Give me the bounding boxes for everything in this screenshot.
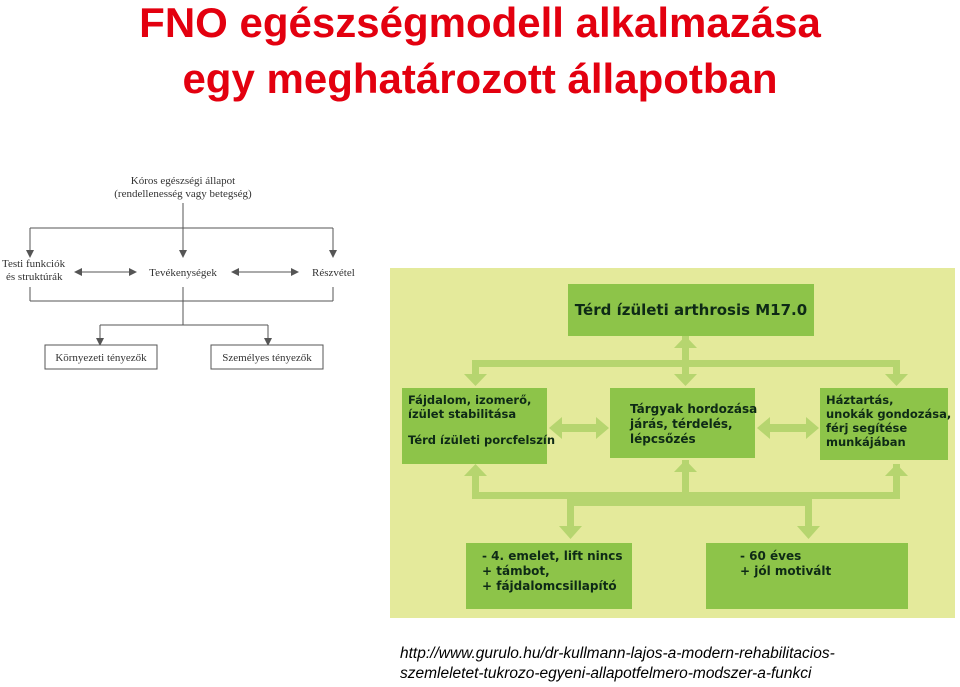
- title-line-1: FNO egészségmodell alkalmazása: [139, 0, 821, 46]
- case-personal-line-1: - 60 éves: [740, 549, 802, 563]
- case-arrowhead-up-participation: [885, 464, 908, 476]
- case-arrowhead-header-up: [674, 336, 697, 348]
- source-url[interactable]: [400, 644, 960, 684]
- title-line-2: egy meghatározott állapotban: [182, 55, 778, 102]
- case-environmental-line-1: - 4. emelet, lift nincs: [482, 549, 623, 563]
- scheme-body-label-2: és struktúrák: [6, 271, 63, 283]
- scheme-top-label-2: (rendellenesség vagy betegség): [114, 188, 252, 200]
- case-factors-bar: [567, 499, 812, 506]
- scheme-environmental-label: Környezeti tényezők: [55, 352, 147, 364]
- case-environmental-box: [466, 543, 632, 609]
- source-url-line-1[interactable]: http://www.gurulo.hu/dr-kullmann-lajos-a-modern-rehabilitacios-: [400, 645, 835, 662]
- scheme-top-label-1: Kóros egészségi állapot: [130, 175, 236, 187]
- case-arrow-left-shaft: [562, 424, 596, 432]
- case-arrowhead-up-body: [464, 464, 487, 476]
- case-stem-left-top: [472, 360, 479, 374]
- case-stem-to-personal: [805, 506, 812, 528]
- case-arrowhead-to-participation: [885, 374, 908, 386]
- case-stem-to-env: [567, 506, 574, 528]
- case-activity-line-1: Tárgyak hordozása: [630, 402, 758, 416]
- case-arrowhead-to-activity: [674, 374, 697, 386]
- case-body-box: [402, 388, 556, 464]
- case-participation-line-1: Háztartás,: [826, 393, 894, 407]
- case-personal-box: [706, 543, 908, 609]
- case-diagram-panel: [390, 268, 955, 618]
- case-body-line-1: Fájdalom, izomerő,: [408, 393, 532, 407]
- case-header-box: Térd ízületi arthrosis M17.0: [568, 284, 814, 336]
- case-stem-right-top: [893, 360, 900, 374]
- case-arrowhead-to-body: [464, 374, 487, 386]
- scheme-body-label-1: Testi funkciók: [2, 258, 66, 270]
- case-stem-mid-top: [682, 367, 689, 374]
- case-participation-line-3: férj segítése: [826, 421, 908, 435]
- case-arrowhead-right-a: [757, 417, 770, 439]
- case-activity-box: [610, 388, 758, 458]
- case-arrowhead-to-personal: [797, 526, 820, 539]
- case-body-extra: Térd ízületi porcfelszín: [408, 433, 556, 447]
- case-participation-box: [820, 388, 952, 460]
- source-url-line-2[interactable]: szemleletet-tukrozo-egyeni-allapotfelmero-modszer-a-funkci: [400, 665, 812, 682]
- case-personal-line-2: + jól motivált: [740, 564, 832, 578]
- scheme-participation-label: Részvétel: [312, 267, 355, 279]
- case-arrowhead-to-env: [559, 526, 582, 539]
- case-arrow-right-shaft: [770, 424, 806, 432]
- case-participation-line-2: unokák gondozása,: [826, 407, 952, 421]
- case-environmental-line-3: + fájdalomcsillapító: [482, 579, 617, 593]
- case-arrowhead-right-b: [806, 417, 819, 439]
- case-arrowhead-up-activity: [674, 460, 697, 472]
- case-lower-bar: [472, 492, 900, 499]
- icf-scheme-diagram: [0, 165, 370, 375]
- case-activity-line-3: lépcsőzés: [630, 432, 696, 446]
- case-body-line-2: ízület stabilitása: [408, 407, 517, 421]
- case-activity-line-2: járás, térdelés,: [630, 417, 733, 431]
- case-environmental-line-2: + támbot,: [482, 564, 550, 578]
- scheme-personal-label: Személyes tényezők: [222, 352, 312, 364]
- case-top-bar: [472, 360, 900, 367]
- scheme-activities-label: Tevékenységek: [149, 267, 217, 279]
- case-arrowhead-left-b: [596, 417, 609, 439]
- case-participation-line-4: munkájában: [826, 435, 906, 449]
